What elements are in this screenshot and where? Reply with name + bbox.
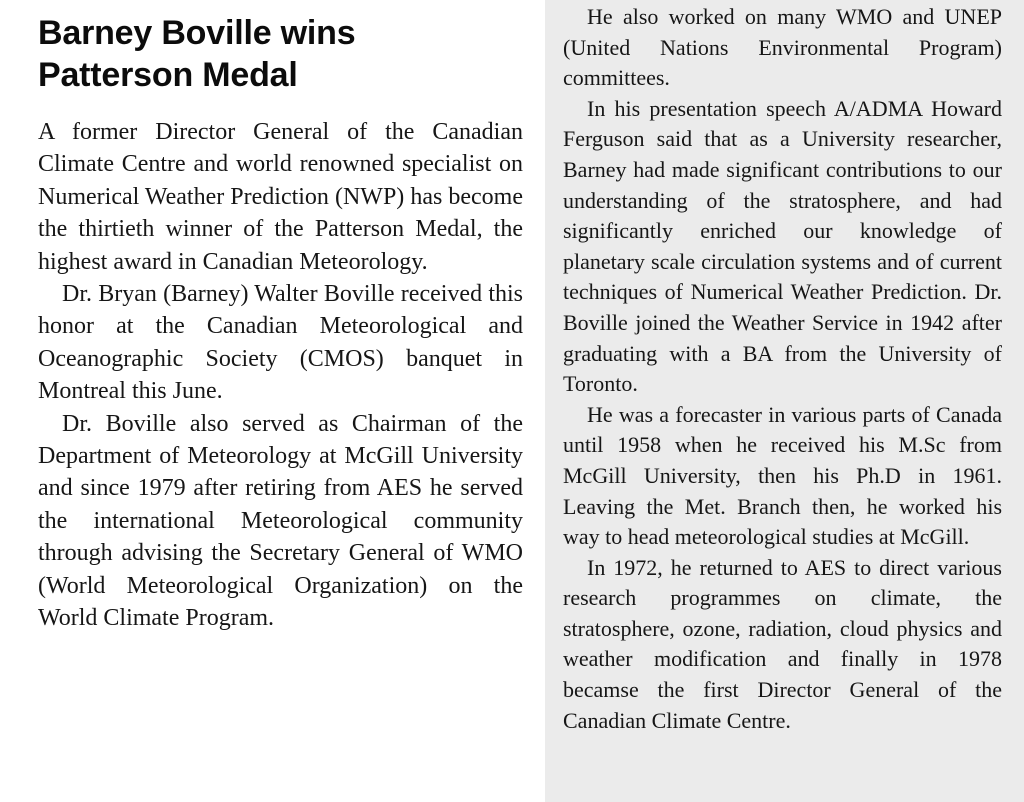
- paragraph-presentation-speech: In his presentation speech A/ADMA Howard Ferguson said that as a University researcher, Barney had made significant contributions to our understanding of the stratosphere, and had significantly enriched our knowledge of planetary scale circulation systems and of current techniques of Numerical Weather Prediction. Dr. Boville joined the Weather Service in 1942 after graduating with a BA from the University of Toronto.: [563, 95, 1002, 397]
- headline-line-2: Patterson Medal: [38, 56, 298, 94]
- right-column: [545, 0, 1024, 802]
- paragraph-cmos-banquet: Dr. Bryan (Barney) Walter Boville received this honor at the Canadian Meteorological and Oceanographic Society (CMOS) banquet in Montreal this June.: [38, 281, 523, 405]
- article-headline: [38, 12, 523, 96]
- paragraph-forecaster-career: He was a forecaster in various parts of Canada until 1958 when he received his M.Sc from McGill University, then his Ph.D in 1961. Leaving the Met. Branch then, he worked his way to head meteorological studies at McGill.: [563, 401, 1002, 550]
- paragraph-intro: A former Director General of the Canadian Climate Centre and world renowned specialist on Numerical Weather Prediction (NWP) has become the thirtieth winner of the Patterson Medal, the highest award in Canadian Meteorology.: [38, 119, 523, 275]
- paragraph-mcgill-chairman: Dr. Boville also served as Chairman of the Department of Meteorology at McGill University and since 1979 after retiring from AES he served the international Meteorological community through advising the Secretary General of WMO (World Meteorological Organization) on the World Climate Program.: [38, 410, 523, 632]
- paragraph-aes-return: In 1972, he returned to AES to direct various research programmes on climate, the stratosphere, ozone, radiation, cloud physics and weather modification and finally in 1978 becamse the first Director General of the Canadian Climate Centre.: [563, 554, 1002, 733]
- headline-line-1: Barney Boville wins: [38, 14, 356, 52]
- paragraph-wmo-committees: He also worked on many WMO and UNEP (United Nations Environmental Program) committees.: [563, 4, 1002, 91]
